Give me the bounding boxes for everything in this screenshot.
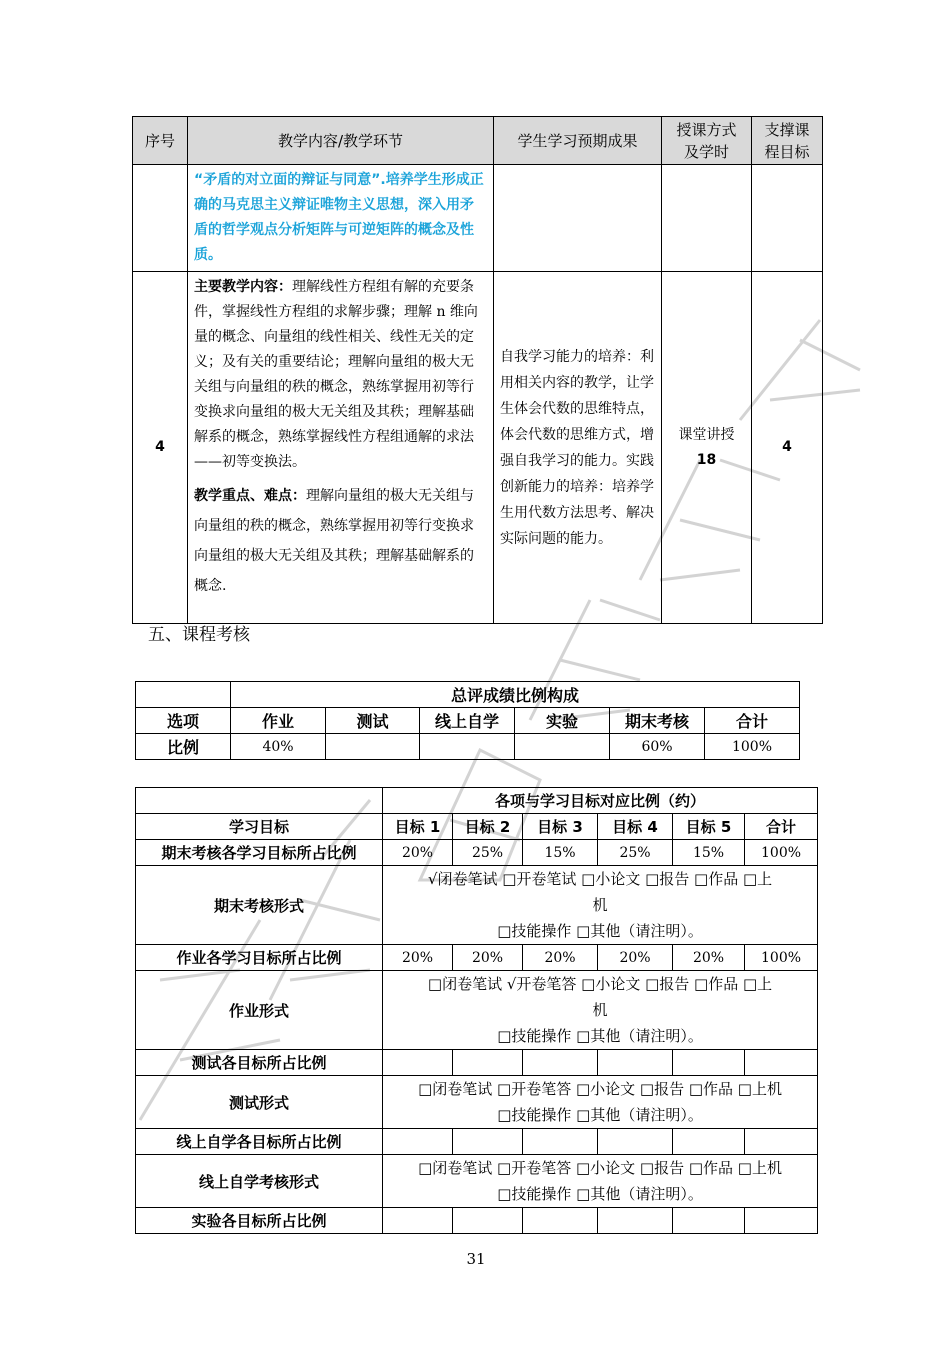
online-ratio-goal3 <box>523 1129 598 1155</box>
row4-content <box>188 272 494 624</box>
t3-header-goal1: 目标 1 <box>383 814 453 840</box>
t2-header-final: 期末考核 <box>610 708 705 734</box>
online-ratio-goal4 <box>598 1129 673 1155</box>
final-ratio-goal1: 20% <box>383 840 453 866</box>
hw-ratio-goal4: 20% <box>598 945 673 971</box>
final-form-line2: 机 <box>592 896 608 914</box>
main-content-label: 主要教学内容： <box>194 279 292 295</box>
col-header-goal-line1: 支撑课 <box>764 120 810 139</box>
row4-goal: 4 <box>752 272 823 624</box>
online-form-label: 线上自学考核形式 <box>136 1155 383 1208</box>
row4-method-line2: 18 <box>696 451 717 468</box>
col-header-goal-line2: 程目标 <box>764 142 810 161</box>
lab-ratio-goal2 <box>453 1208 523 1234</box>
final-form-label: 期末考核形式 <box>136 866 383 945</box>
test-ratio-goal1 <box>383 1050 453 1076</box>
t2-online-value <box>420 734 515 760</box>
t2-test-value <box>326 734 420 760</box>
col-header-method-line1: 授课方式 <box>676 120 737 139</box>
t3-header-goal5: 目标 5 <box>673 814 745 840</box>
teaching-content-table <box>132 116 823 624</box>
t3-corner <box>136 788 383 814</box>
test-form-label: 测试形式 <box>136 1076 383 1129</box>
grade-composition-table <box>135 681 800 760</box>
col-header-method-line2: 及学时 <box>683 142 729 161</box>
online-ratio-goal5 <box>673 1129 745 1155</box>
t2-header-total: 合计 <box>705 708 800 734</box>
t2-lab-value <box>515 734 610 760</box>
final-ratio-total: 100% <box>745 840 818 866</box>
col-header-goal <box>752 117 823 165</box>
t2-total-value: 100% <box>705 734 800 760</box>
lab-ratio-label: 实验各目标所占比例 <box>136 1208 383 1234</box>
test-form-line1: □闭卷笔试 □开卷笔答 □小论文 □报告 □作品 □上机 <box>418 1080 782 1098</box>
cont-row-method <box>662 165 752 272</box>
t2-homework-value: 40% <box>231 734 326 760</box>
final-ratio-goal3: 15% <box>523 840 598 866</box>
cont-row-seq <box>133 165 188 272</box>
lab-ratio-goal5 <box>673 1208 745 1234</box>
cont-row-outcome <box>494 165 662 272</box>
lab-ratio-total <box>745 1208 818 1234</box>
test-ratio-label: 测试各目标所占比例 <box>136 1050 383 1076</box>
t3-header-goal2: 目标 2 <box>453 814 523 840</box>
hw-ratio-goal1: 20% <box>383 945 453 971</box>
online-form-line1: □闭卷笔试 □开卷笔答 □小论文 □报告 □作品 □上机 <box>418 1159 782 1177</box>
t3-title: 各项与学习目标对应比例（约） <box>383 788 818 814</box>
test-ratio-goal5 <box>673 1050 745 1076</box>
test-ratio-goal4 <box>598 1050 673 1076</box>
cont-row-goal <box>752 165 823 272</box>
t3-header-objective: 学习目标 <box>136 814 383 840</box>
lab-ratio-goal3 <box>523 1208 598 1234</box>
t2-final-value: 60% <box>610 734 705 760</box>
ideology-content: “矛盾的对立面的辩证与同意”.培养学生形成正确的马克思主义辩证唯物主义思想，深入用矛盾的哲学观点分析矩阵与可逆矩阵的概念及性质。 <box>188 165 494 272</box>
main-content-text: 理解线性方程组有解的充要条件，掌握线性方程组的求解步骤；理解 n 维向量的概念、向量组的线性相关、线性无关的定义；及有关的重要结论；理解向量组的极大无关组与向量组的秩的概念，熟练掌握用初等行变换求向量组的极大无关组及其秩；理解基础解系的概念，熟练掌握线性方程组通解的求法——初等变换法。 <box>194 279 478 470</box>
key-points-text: 理解向量组的极大无关组与向量组的秩的概念，熟练掌握用初等行变换求向量组的极大无关组及其秩；理解基础解系的概念. <box>194 488 474 594</box>
online-ratio-label: 线上自学各目标所占比例 <box>136 1129 383 1155</box>
hw-form-line1: □闭卷笔试 √开卷笔答 □小论文 □报告 □作品 □上 <box>427 975 773 993</box>
final-form-options <box>383 866 818 945</box>
t3-header-goal4: 目标 4 <box>598 814 673 840</box>
t2-header-homework: 作业 <box>231 708 326 734</box>
final-form-line3: □技能操作 □其他（请注明）。 <box>497 922 703 940</box>
lab-ratio-goal1 <box>383 1208 453 1234</box>
hw-form-options <box>383 971 818 1050</box>
row4-method <box>662 272 752 624</box>
online-ratio-goal2 <box>453 1129 523 1155</box>
col-header-method <box>662 117 752 165</box>
section-heading: 五、课程考核 <box>148 625 250 645</box>
key-points-block <box>194 481 487 601</box>
t2-header-test: 测试 <box>326 708 420 734</box>
col-header-seq: 序号 <box>133 117 188 165</box>
final-ratio-label: 期末考核各学习目标所占比例 <box>136 840 383 866</box>
test-form-line2: □技能操作 □其他（请注明）。 <box>497 1106 703 1124</box>
t2-title: 总评成绩比例构成 <box>231 682 800 708</box>
objective-ratio-table <box>135 787 818 1234</box>
key-points-label: 教学重点、难点： <box>194 488 306 504</box>
test-ratio-goal2 <box>453 1050 523 1076</box>
t2-header-option: 选项 <box>136 708 231 734</box>
hw-form-line3: □技能操作 □其他（请注明）。 <box>497 1027 703 1045</box>
hw-ratio-goal3: 20% <box>523 945 598 971</box>
row4-method-line1: 课堂讲授 <box>678 426 735 443</box>
test-form-options <box>383 1076 818 1129</box>
col-header-outcome: 学生学习预期成果 <box>494 117 662 165</box>
t2-header-lab: 实验 <box>515 708 610 734</box>
final-ratio-goal2: 25% <box>453 840 523 866</box>
lab-ratio-goal4 <box>598 1208 673 1234</box>
row4-seq: 4 <box>133 272 188 624</box>
hw-ratio-goal2: 20% <box>453 945 523 971</box>
t3-header-total: 合计 <box>745 814 818 840</box>
t2-corner <box>136 682 231 708</box>
main-content-block <box>194 275 487 475</box>
hw-form-line2: 机 <box>592 1001 608 1019</box>
test-ratio-total <box>745 1050 818 1076</box>
hw-ratio-total: 100% <box>745 945 818 971</box>
page-number: 31 <box>466 1250 486 1268</box>
t2-header-online: 线上自学 <box>420 708 515 734</box>
test-ratio-goal3 <box>523 1050 598 1076</box>
row4-outcome: 自我学习能力的培养：利用相关内容的教学，让学生体会代数的思维特点，体会代数的思维方式，增强自我学习的能力。实践创新能力的培养：培养学生用代数方法思考、解决实际问题的能力。 <box>494 272 662 624</box>
t3-header-goal3: 目标 3 <box>523 814 598 840</box>
t2-row-label: 比例 <box>136 734 231 760</box>
online-ratio-goal1 <box>383 1129 453 1155</box>
col-header-content: 教学内容/教学环节 <box>188 117 494 165</box>
final-form-line1: √闭卷笔试 □开卷笔试 □小论文 □报告 □作品 □上 <box>427 870 773 888</box>
final-ratio-goal5: 15% <box>673 840 745 866</box>
hw-form-label: 作业形式 <box>136 971 383 1050</box>
final-ratio-goal4: 25% <box>598 840 673 866</box>
hw-ratio-label: 作业各学习目标所占比例 <box>136 945 383 971</box>
online-form-options <box>383 1155 818 1208</box>
hw-ratio-goal5: 20% <box>673 945 745 971</box>
online-ratio-total <box>745 1129 818 1155</box>
online-form-line2: □技能操作 □其他（请注明）。 <box>497 1185 703 1203</box>
